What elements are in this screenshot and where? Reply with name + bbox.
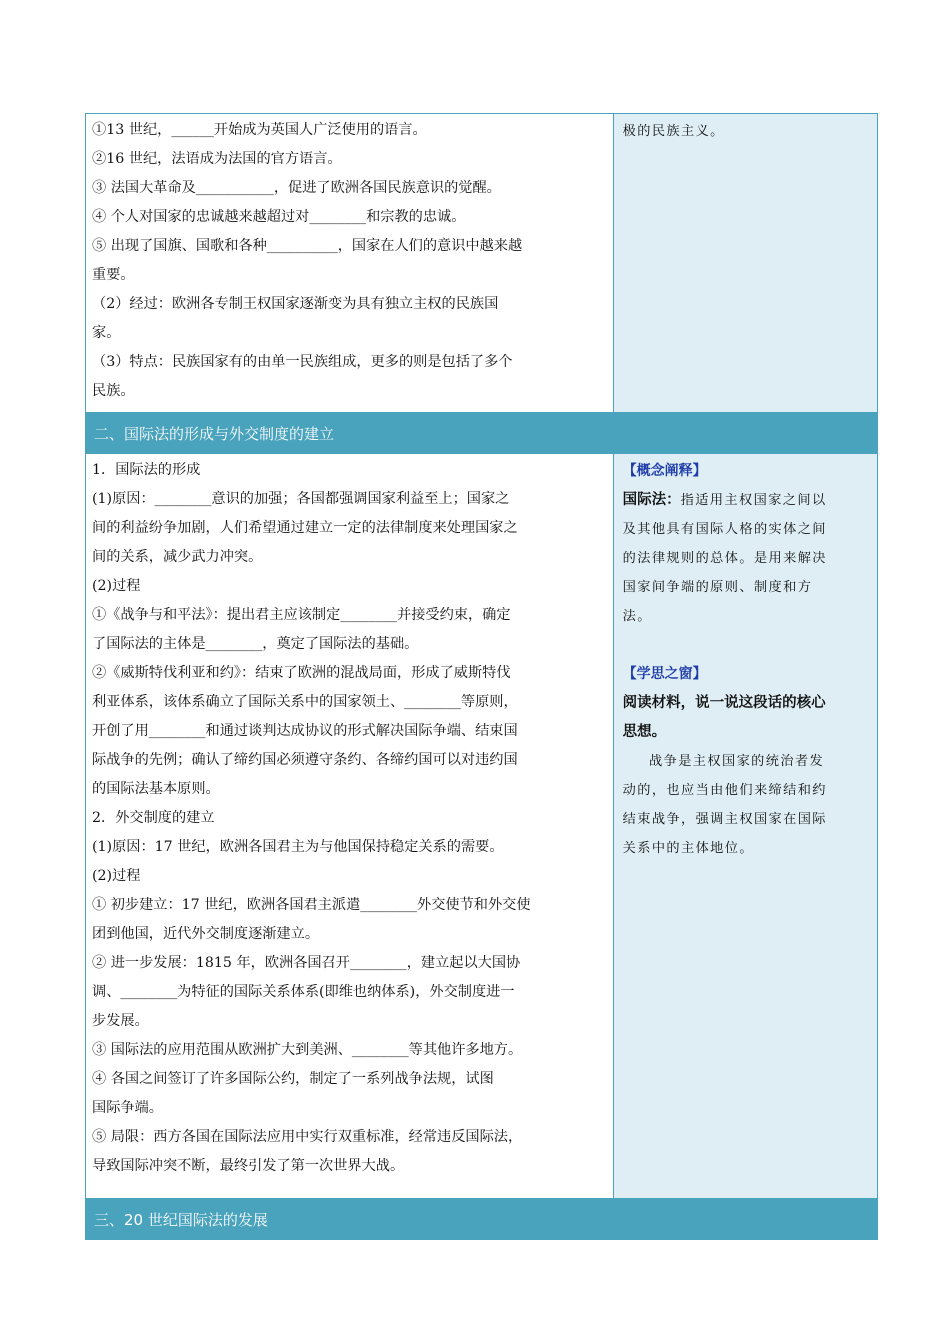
subheading: 2．外交制度的建立 bbox=[92, 810, 215, 826]
section2-header-row bbox=[86, 413, 878, 454]
think-line: 结束战争，强调主权国家在国际 bbox=[622, 812, 827, 827]
think-line: 战争是主权国家的统治者发 bbox=[649, 754, 825, 769]
text-line: 导致国际冲突不断，最终引发了第一次世界大战。 bbox=[92, 1158, 405, 1174]
concept-tag: 【概念阐释】 bbox=[622, 463, 707, 479]
section2-row bbox=[86, 454, 878, 1199]
text-line: 间的利益纷争加剧，人们希望通过建立一定的法律制度来处理国家之 bbox=[92, 520, 518, 536]
text-line: ①13 世纪，______开始成为英国人广泛使用的语言。 bbox=[92, 122, 427, 138]
concept-term: 国际法： bbox=[622, 492, 681, 508]
block1-side-cell bbox=[613, 114, 877, 413]
text-line: 步发展。 bbox=[92, 1013, 149, 1029]
text-line: (1)原因：17 世纪，欧洲各国君主为与他国保持稳定关系的需要。 bbox=[92, 839, 504, 855]
section3-title-side-cell bbox=[613, 1199, 877, 1240]
concept-line: 法。 bbox=[622, 609, 652, 624]
side-note-text: 极的民族主义。 bbox=[622, 124, 725, 139]
spacer bbox=[623, 631, 869, 660]
think-tag: 【学思之窗】 bbox=[622, 666, 707, 682]
text-line: ① 初步建立：17 世纪，欧洲各国君主派遣________外交使节和外交使 bbox=[92, 897, 531, 913]
text-line: ④ 各国之间签订了许多国际公约，制定了一系列战争法规，试图 bbox=[92, 1071, 494, 1087]
text-line: (2)过程 bbox=[92, 578, 141, 594]
concept-first-line bbox=[623, 486, 869, 515]
side-notes bbox=[614, 454, 877, 869]
text-line: ②《威斯特伐利亚和约》：结束了欧洲的混战局面，形成了威斯特伐 bbox=[92, 665, 511, 681]
text-line: ②16 世纪，法语成为法国的官方语言。 bbox=[92, 151, 342, 167]
block1-text bbox=[86, 114, 613, 412]
text-line: 间的关系，减少武力冲突。 bbox=[92, 549, 263, 565]
section2-side-cell bbox=[613, 454, 877, 1199]
text-line: 际战争的先例；确认了缔约国必须遵守条约、各缔约国可以对违约国 bbox=[92, 752, 518, 768]
text-line: ⑤ 出现了国旗、国歌和各种__________，国家在人们的意识中越来越 bbox=[92, 238, 523, 254]
think-line: 关系中的主体地位。 bbox=[622, 841, 754, 856]
section3-title-cell bbox=[86, 1199, 614, 1240]
think-prompt: 阅读材料，说一说这段话的核心 bbox=[622, 695, 826, 711]
concept-line: 国家间争端的原则、制度和方 bbox=[622, 580, 813, 595]
text-line: (1)原因：________意识的加强；各国都强调国家利益至上；国家之 bbox=[92, 491, 510, 507]
text-line: 家。 bbox=[92, 325, 121, 341]
section3-title: 三、20 世纪国际法的发展 bbox=[94, 1210, 268, 1229]
text-line: 重要。 bbox=[92, 267, 135, 283]
block1-main-cell bbox=[86, 114, 614, 413]
section3-header-row bbox=[86, 1199, 878, 1240]
section2-title-cell bbox=[86, 413, 614, 454]
text-line: 了国际法的主体是________，奠定了国际法的基础。 bbox=[92, 636, 419, 652]
subheading: 1．国际法的形成 bbox=[92, 462, 201, 478]
text-line: ③ 国际法的应用范围从欧洲扩大到美洲、________等其他许多地方。 bbox=[92, 1042, 523, 1058]
think-line: 动的，也应当由他们来缔结和约 bbox=[622, 783, 827, 798]
text-line: ② 进一步发展：1815 年，欧洲各国召开________，建立起以大国协 bbox=[92, 955, 521, 971]
think-prompt: 思想。 bbox=[622, 724, 667, 740]
text-line: 利亚体系，该体系确立了国际关系中的国家领土、________等原则， bbox=[92, 694, 518, 710]
concept-line: 的法律规则的总体。是用来解决 bbox=[622, 551, 827, 566]
text-line: 团到他国，近代外交制度逐渐建立。 bbox=[92, 926, 320, 942]
section2-main-cell bbox=[86, 454, 614, 1199]
text-line: （3）特点：民族国家有的由单一民族组成，更多的则是包括了多个 bbox=[92, 354, 513, 370]
section2-title: 二、国际法的形成与外交制度的建立 bbox=[94, 424, 335, 443]
section2-text bbox=[86, 454, 613, 1187]
text-line: ①《战争与和平法》：提出君主应该制定________并接受约束，确定 bbox=[92, 607, 511, 623]
text-line: ④ 个人对国家的忠诚越来越超过对________和宗教的忠诚。 bbox=[92, 209, 466, 225]
study-sheet-table bbox=[85, 113, 878, 1240]
text-line: 调、________为特征的国际关系体系(即维也纳体系)，外交制度进一 bbox=[92, 984, 515, 1000]
text-line: 的国际法基本原则。 bbox=[92, 781, 220, 797]
section2-title-side-cell bbox=[613, 413, 877, 454]
text-line: 国际争端。 bbox=[92, 1100, 163, 1116]
block1-row bbox=[86, 114, 878, 413]
text-line: 开创了用________和通过谈判达成协议的形式解决国际争端、结束国 bbox=[92, 723, 518, 739]
concept-line: 及其他具有国际人格的实体之间 bbox=[622, 522, 827, 537]
text-line: 民族。 bbox=[92, 383, 135, 399]
text-line: ⑤ 局限：西方各国在国际法应用中实行双重标准，经常违反国际法， bbox=[92, 1129, 523, 1145]
text-line: ③ 法国大革命及___________，促进了欧洲各国民族意识的觉醒。 bbox=[92, 180, 501, 196]
concept-line: 指适用主权国家之间以 bbox=[680, 493, 827, 508]
text-line: （2）经过：欧洲各专制王权国家逐渐变为具有独立主权的民族国 bbox=[92, 296, 499, 312]
text-line: (2)过程 bbox=[92, 868, 141, 884]
